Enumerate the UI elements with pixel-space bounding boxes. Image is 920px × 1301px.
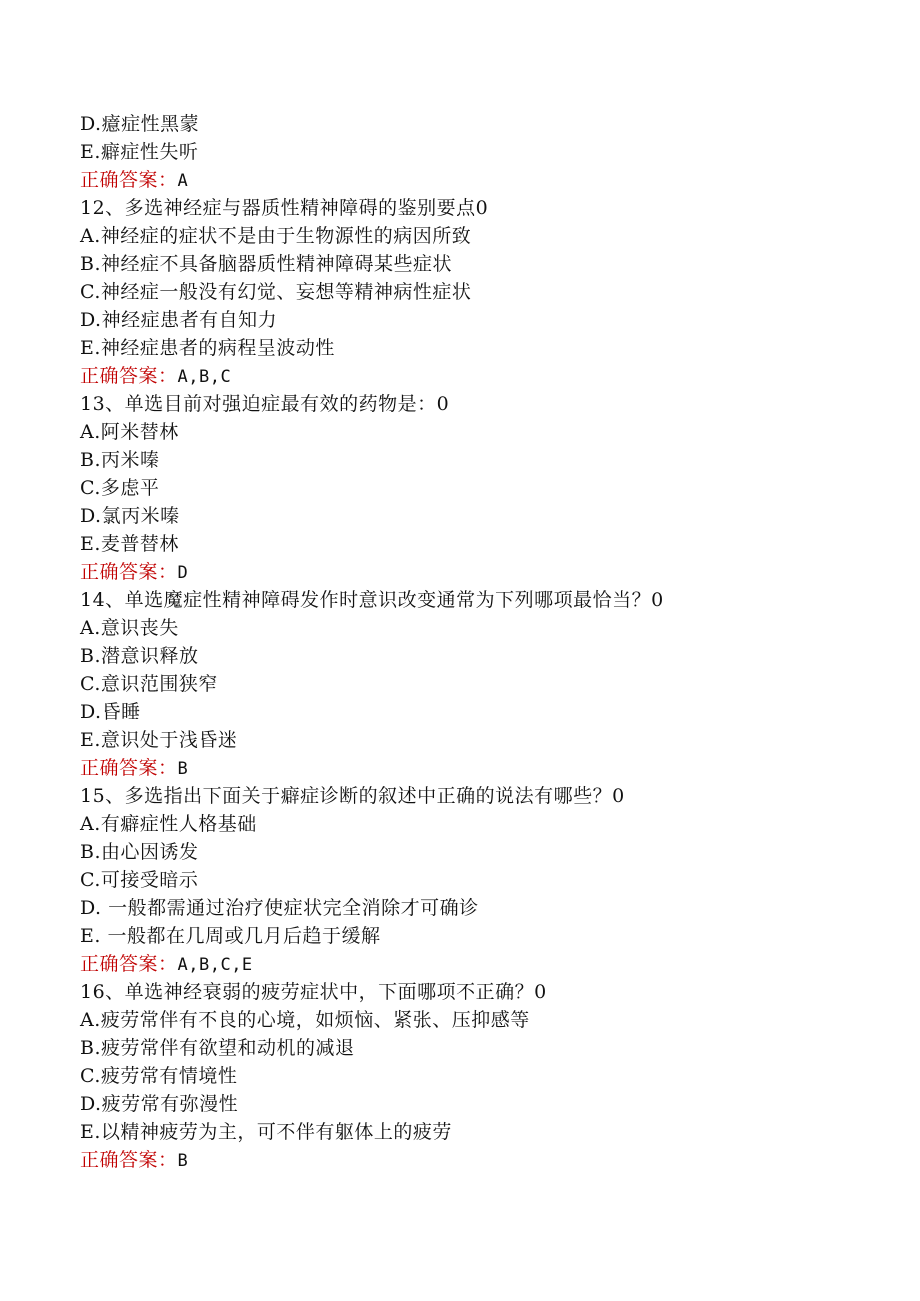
answer-value: B [177, 1151, 189, 1171]
option-line: D.氯丙米嗪 [80, 505, 180, 527]
answer-line [80, 754, 860, 782]
question-line: 13、单选目前对强迫症最有效的药物是：0 [80, 393, 450, 415]
option-line: D.癔症性黑蒙 [80, 113, 200, 135]
question-block-11-tail [80, 110, 860, 194]
option-line: C.意识范围狭窄 [80, 673, 218, 695]
option-line: B.潜意识释放 [80, 645, 199, 667]
option-line: C.神经症一般没有幻觉、妄想等精神病性症状 [80, 281, 472, 303]
answer-value: A,B,C,E [177, 955, 253, 975]
option-line: E.癖症性失听 [80, 141, 199, 163]
answer-line [80, 166, 860, 194]
option-line: E.麦普替林 [80, 533, 179, 555]
option-line: A.神经症的症状不是由于生物源性的病因所致 [80, 225, 472, 247]
option-line: D.神经症患者有自知力 [80, 309, 278, 331]
option-line: C.疲劳常有情境性 [80, 1065, 238, 1087]
question-block-14 [80, 586, 860, 782]
answer-value: B [177, 759, 189, 779]
option-line: D. 一般都需通过治疗使症状完全消除才可确诊 [80, 897, 479, 919]
option-line: E.神经症患者的病程呈波动性 [80, 337, 335, 359]
answer-line [80, 1146, 860, 1174]
option-line: B.由心因诱发 [80, 841, 199, 863]
question-block-16 [80, 978, 860, 1174]
option-line: C.多虑平 [80, 477, 160, 499]
question-line: 15、多选指出下面关于癖症诊断的叙述中正确的说法有哪些？0 [80, 785, 625, 807]
option-line: E.以精神疲劳为主，可不伴有躯体上的疲劳 [80, 1121, 452, 1143]
option-line: B.疲劳常伴有欲望和动机的减退 [80, 1037, 355, 1059]
answer-value: A,B,C [177, 367, 232, 387]
answer-line [80, 558, 860, 586]
option-line: A.有癖症性人格基础 [80, 813, 257, 835]
answer-label: 正确答案： [80, 365, 178, 387]
answer-value: D [177, 563, 189, 583]
option-line: A.阿米替林 [80, 421, 179, 443]
option-line: C.可接受暗示 [80, 869, 199, 891]
document-page [80, 110, 860, 1174]
option-line: E. 一般都在几周或几月后趋于缓解 [80, 925, 381, 947]
option-line: D.昏睡 [80, 701, 141, 723]
answer-label: 正确答案： [80, 169, 178, 191]
answer-label: 正确答案： [80, 561, 178, 583]
option-line: B.神经症不具备脑器质性精神障碍某些症状 [80, 253, 453, 275]
answer-label: 正确答案： [80, 1149, 178, 1171]
question-block-15 [80, 782, 860, 978]
question-line: 16、单选神经衰弱的疲劳症状中，下面哪项不正确？0 [80, 981, 547, 1003]
option-line: A.疲劳常伴有不良的心境，如烦恼、紧张、压抑感等 [80, 1009, 530, 1031]
option-line: A.意识丧失 [80, 617, 179, 639]
answer-line [80, 950, 860, 978]
answer-line [80, 362, 860, 390]
option-line: B.丙米嗪 [80, 449, 160, 471]
answer-label: 正确答案： [80, 953, 178, 975]
answer-value: A [177, 171, 189, 191]
question-line: 14、单选魔症性精神障碍发作时意识改变通常为下列哪项最恰当？0 [80, 589, 664, 611]
answer-label: 正确答案： [80, 757, 178, 779]
question-block-12 [80, 194, 860, 390]
option-line: E.意识处于浅昏迷 [80, 729, 238, 751]
question-line: 12、多选神经症与器质性精神障碍的鉴别要点0 [80, 197, 489, 219]
option-line: D.疲劳常有弥漫性 [80, 1093, 239, 1115]
question-block-13 [80, 390, 860, 586]
